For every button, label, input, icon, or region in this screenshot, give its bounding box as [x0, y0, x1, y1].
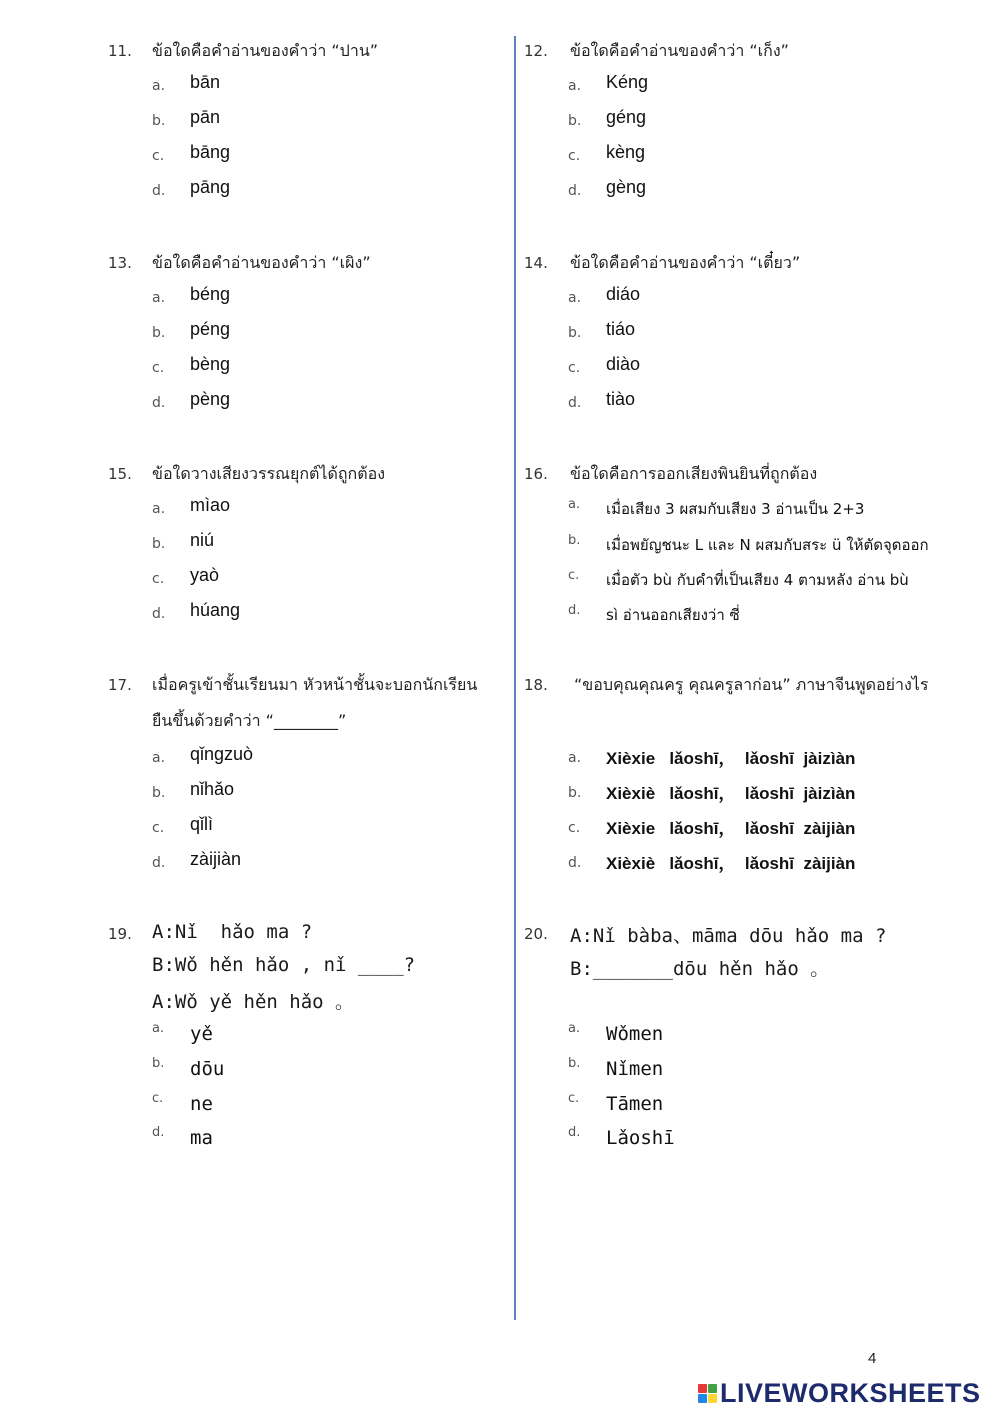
question-number: 19. — [108, 925, 132, 943]
question-text: “ขอบคุณคุณครู คุณครูลาก่อน” ภาษาจีนพูดอย่างไร — [574, 675, 929, 694]
question-number: 20. — [524, 925, 548, 943]
question-text: ข้อใดคือคำอ่านของคำว่า “เก็ง” — [570, 41, 789, 60]
question-text: ข้อใดคือคำอ่านของคำว่า “ปาน” — [152, 41, 379, 60]
logo-square — [698, 1394, 707, 1403]
question-text-line-2: ยืนขึ้นด้วยคำว่า “________” — [152, 711, 347, 730]
logo-square — [708, 1384, 717, 1393]
brand-wordmark: LIVEWORKSHEETS — [720, 1377, 981, 1408]
question-text: ข้อใดคือการออกเสียงพินยินที่ถูกต้อง — [570, 464, 818, 483]
logo-squares-icon — [698, 1384, 717, 1403]
dialogue-line-2: B:Wǒ hěn hǎo , nǐ ____? — [152, 954, 416, 976]
page-number: 4 — [868, 1350, 877, 1367]
question-number: 13. — [108, 254, 132, 272]
question-number: 12. — [524, 42, 548, 60]
question-number: 11. — [108, 42, 132, 60]
dialogue-line-3: A:Wǒ yě hěn hǎo 。 — [152, 991, 355, 1013]
question-text: ข้อใดคือคำอ่านของคำว่า “เตี๋ยว” — [570, 253, 801, 272]
question-number: 15. — [108, 465, 132, 483]
question-text: เมื่อครูเข้าชั้นเรียนมา หัวหน้าชั้นจะบอกนักเรียน — [152, 675, 478, 694]
dialogue-line-1: A:Nǐ bàba、māma dōu hǎo ma ? — [570, 925, 887, 947]
logo-square — [708, 1394, 717, 1403]
dialogue-line-1: A:Nǐ hǎo ma ? — [152, 921, 313, 943]
liveworksheets-logo[interactable] — [698, 1378, 981, 1408]
question-text: ข้อใดวางเสียงวรรณยุกต์ได้ถูกต้อง — [152, 464, 386, 483]
question-number: 18. — [524, 676, 548, 694]
dialogue-line-2: B:_______dōu hěn hǎo 。 — [570, 958, 830, 980]
question-number: 16. — [524, 465, 548, 483]
question-text: ข้อใดคือคำอ่านของคำว่า “เผิง” — [152, 253, 371, 272]
logo-square — [698, 1384, 707, 1393]
question-number: 14. — [524, 254, 548, 272]
column-divider — [514, 36, 516, 1320]
question-number: 17. — [108, 676, 132, 694]
